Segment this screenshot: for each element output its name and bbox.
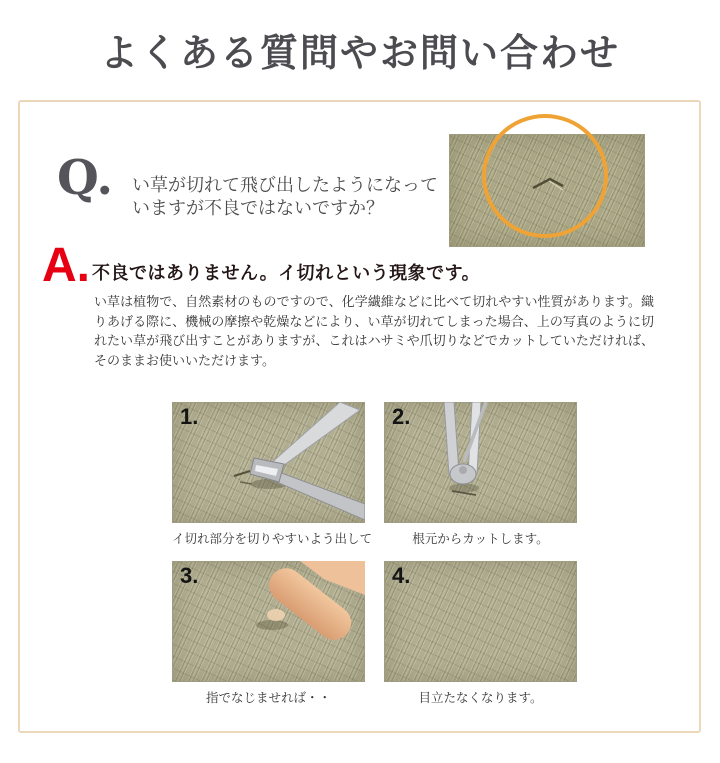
answer-label: A. [42,239,90,292]
step-photo-2-clipper-vertical [384,402,577,523]
step-number: 4. [392,563,411,588]
step-photo-3-finger-press [172,561,365,682]
tatami-texture [384,561,577,682]
step-caption: 目立たなくなります。 [418,691,543,705]
question-line-2: いますが不良ではないですか？ [132,198,384,218]
step-photo-4-result [384,561,577,682]
step-caption: 根元からカットします。 [412,532,549,546]
answer-body: い草は植物で、自然素材のものですので、化学繊維などに比べて切れやすい性質があります。織りあげる際に、機械の摩擦や乾燥などにより、い草が切れてしまった場合、上の写真のように切れたい草が飛び出すことがありますが、これはハサミや爪切りなどでカットしていただければ、そのままお使いいただけます。 [94,294,654,368]
question-label: Q. [57,150,114,206]
step-caption: イ切れ部分を切りやすいよう出して [172,532,373,546]
question-line-1: い草が切れて飛び出したようになって [132,175,438,195]
step-photo-1-clipper-diagonal [172,402,365,523]
answer-headline: 不良ではありません。イ切れという現象です。 [92,263,481,283]
step-number: 3. [180,563,199,588]
hero-photo-tatami-closeup [449,134,645,247]
tatami-texture [384,402,577,523]
step-caption: 指でなじませれば・・ [205,691,331,705]
faq-panel [18,100,701,733]
page-title: よくある質問やお問い合わせ [99,30,620,75]
tatami-texture [172,561,365,682]
question-text [132,174,442,220]
step-number: 1. [180,404,199,429]
tatami-texture [172,402,365,523]
highlight-circle [482,114,608,238]
step-number: 2. [392,404,411,429]
